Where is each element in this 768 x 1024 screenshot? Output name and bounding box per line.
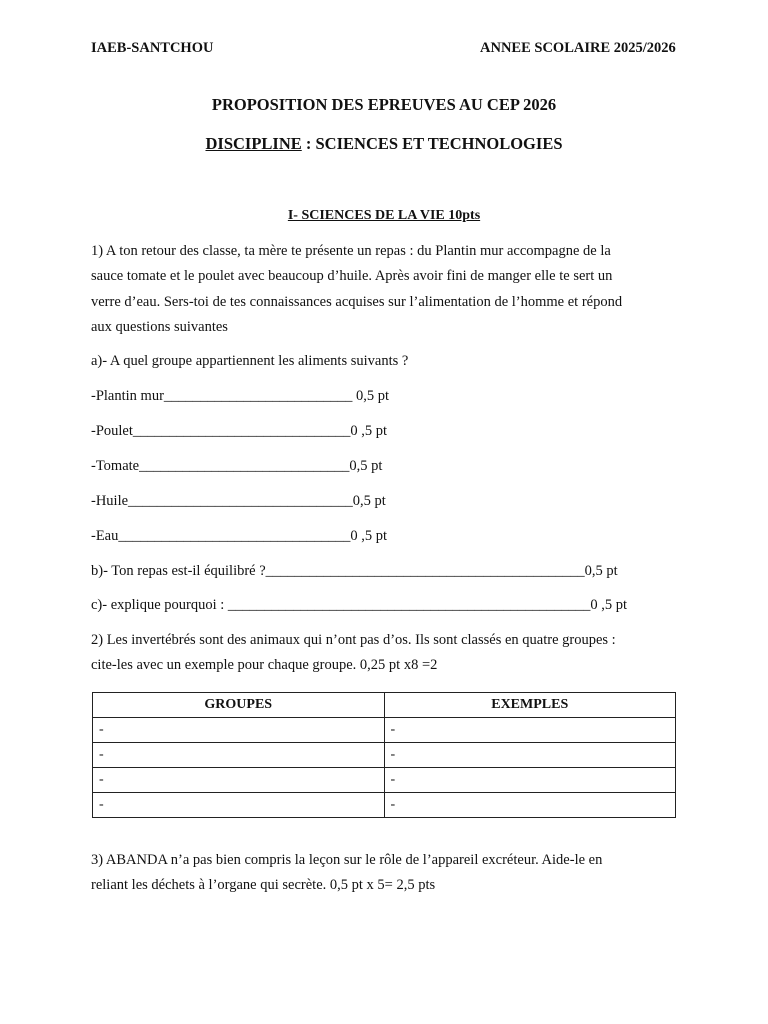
question-1-intro xyxy=(91,239,681,340)
table-cell[interactable]: - xyxy=(384,768,676,793)
table-cell[interactable]: - xyxy=(384,718,676,743)
text-line: 2) Les invertébrés sont des animaux qui n’ont pas d’os. Ils sont classés en quatre groupes : xyxy=(91,632,616,648)
text-line: cite-les avec un exemple pour chaque groupe. 0,25 pt x8 =2 xyxy=(91,657,438,674)
question-1b: b)- Ton repas est-il équilibré ?____________________________________________0,5 pt xyxy=(91,563,618,579)
column-header-exemples: EXEMPLES xyxy=(384,693,676,718)
school-year: ANNEE SCOLAIRE 2025/2026 xyxy=(480,40,676,56)
table-cell[interactable]: - xyxy=(93,718,385,743)
table-cell[interactable]: - xyxy=(93,768,385,793)
discipline-line xyxy=(0,134,768,154)
table-header-row xyxy=(93,693,676,718)
discipline-label: DISCIPLINE xyxy=(205,134,302,153)
answer-line-huile: -Huile_______________________________0,5 pt xyxy=(91,493,386,509)
text-line: verre d’eau. Sers-toi de tes connaissances acquises sur l’alimentation de l’homme et répond xyxy=(91,293,623,310)
table-cell[interactable]: - xyxy=(384,793,676,818)
invertebrates-table xyxy=(92,692,676,818)
table-cell[interactable]: - xyxy=(93,793,385,818)
page-title: PROPOSITION DES EPREUVES AU CEP 2026 xyxy=(211,95,557,114)
text-line: aux questions suivantes xyxy=(91,318,228,335)
answer-line-tomate: -Tomate_____________________________0,5 pt xyxy=(91,458,383,474)
table-row xyxy=(93,718,676,743)
column-header-groupes: GROUPES xyxy=(93,693,385,718)
text-line: 1) A ton retour des classe, ta mère te présente un repas : du Plantin mur accompagne de la xyxy=(91,243,611,259)
school-name: IAEB-SANTCHOU xyxy=(91,40,214,56)
table-cell[interactable]: - xyxy=(93,743,385,768)
text-line: reliant les déchets à l’organe qui secrète. 0,5 pt x 5= 2,5 pts xyxy=(91,877,436,894)
text-line: 3) ABANDA n’a pas bien compris la leçon sur le rôle de l’appareil excréteur. Aide-le en xyxy=(91,852,603,868)
table-row xyxy=(93,793,676,818)
answer-line-eau: -Eau________________________________0 ,5 pt xyxy=(91,528,388,544)
question-2 xyxy=(91,628,681,679)
text-line: sauce tomate et le poulet avec beaucoup d’huile. Après avoir fini de manger elle te sert un xyxy=(91,268,613,285)
question-3 xyxy=(91,848,681,899)
table-row xyxy=(93,743,676,768)
section-heading: I- SCIENCES DE LA VIE 10pts xyxy=(287,208,481,223)
table-cell[interactable]: - xyxy=(384,743,676,768)
table-row xyxy=(93,768,676,793)
question-1a: a)- A quel groupe appartiennent les aliments suivants ? xyxy=(91,353,409,369)
question-1c: c)- explique pourquoi : __________________________________________________0 ,5 pt xyxy=(91,597,628,613)
answer-line-plantin: -Plantin mur__________________________ 0,5 pt xyxy=(91,388,390,404)
answer-line-poulet: -Poulet______________________________0 ,5 pt xyxy=(91,423,388,439)
discipline-value: : SCIENCES ET TECHNOLOGIES xyxy=(301,134,563,153)
